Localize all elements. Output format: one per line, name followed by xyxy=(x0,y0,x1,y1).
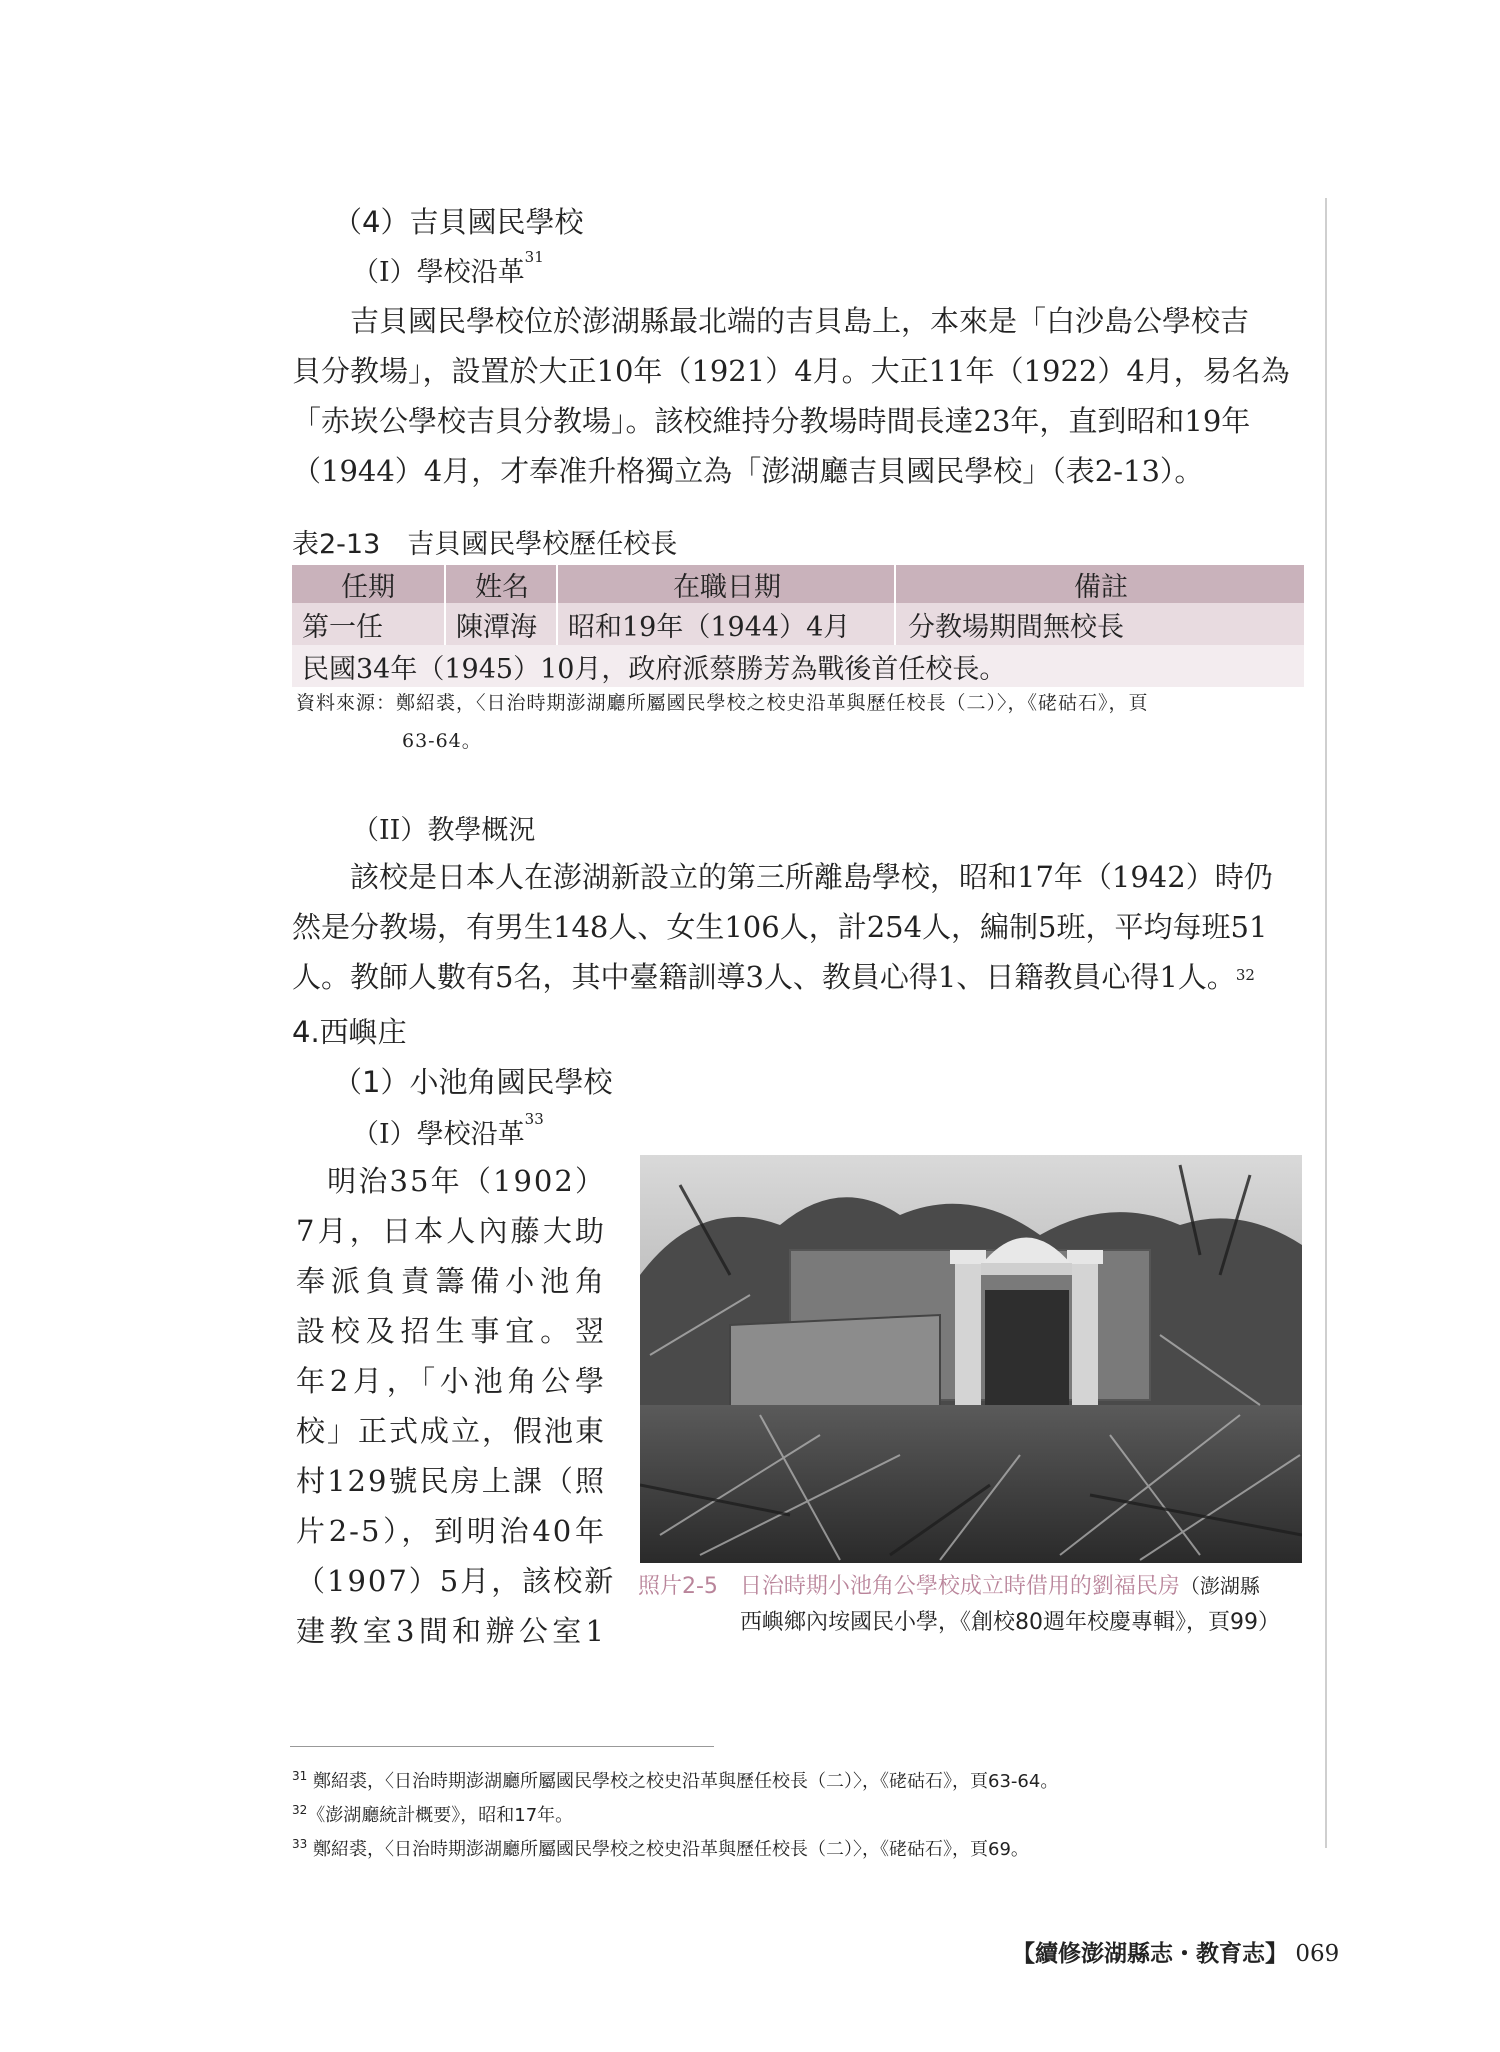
section-heading-xiaochijiao: （1）小池角國民學校 xyxy=(333,1065,613,1099)
text-line: 校」正式成立，假池東 xyxy=(296,1414,607,1448)
footnote-ref-31: 31 xyxy=(524,248,544,266)
principal-table xyxy=(292,565,1304,687)
footnote-text: 鄭紹裘，〈日治時期澎湖廳所屬國民學校之校史沿革與歷任校長（二）〉，《硓𥑮石》，頁69。 xyxy=(313,1839,1029,1860)
table-note-text: 民國34年（1945）10月，政府派蔡勝芳為戰後首任校長。 xyxy=(302,653,1007,685)
text-line: （1944）4月，才奉准升格獨立為「澎湖廳吉貝國民學校」（表2-13）。 xyxy=(292,454,1204,488)
subheading-history-text: （I）學校沿革 xyxy=(352,257,525,288)
photo-caption xyxy=(638,1568,1318,1641)
table-title: 表2-13 吉貝國民學校歷任校長 xyxy=(292,529,678,560)
table-source-line2: 63-64。 xyxy=(402,730,482,752)
subheading-history xyxy=(352,250,544,289)
footnote-number: 31 xyxy=(292,1769,308,1783)
text-line: 片2-5），到明治40年 xyxy=(296,1514,606,1548)
subheading-history-2-text: （I）學校沿革 xyxy=(352,1119,525,1150)
section-heading-jibei: （4）吉貝國民學校 xyxy=(333,205,584,239)
footnote-divider xyxy=(290,1746,714,1747)
text-line: 設校及招生事宜。翌 xyxy=(296,1314,606,1348)
text-line: 「赤崁公學校吉貝分教場」。該校維持分教場時間長達23年，直到昭和19年 xyxy=(292,404,1251,438)
footnote-number: 32 xyxy=(292,1803,308,1817)
paragraph-jibei-history xyxy=(292,296,1312,496)
table-cell-dates: 昭和19年（1944）4月 xyxy=(556,603,894,645)
table-header-name: 姓名 xyxy=(444,565,558,603)
table-cell-notes: 分教場期間無校長 xyxy=(894,603,1304,645)
photo-image xyxy=(640,1155,1302,1563)
subheading-teaching: （II）教學概況 xyxy=(352,815,536,846)
text-line: 7月，日本人內藤大助 xyxy=(296,1214,606,1248)
footnote-33 xyxy=(292,1830,1312,1864)
text-line xyxy=(292,952,1312,1002)
photo-ruined-house xyxy=(640,1155,1302,1563)
table-source xyxy=(296,684,1308,760)
footnote-31 xyxy=(292,1762,1312,1796)
text-line: 然是分教場，有男生148人、女生106人，計254人，編制5班，平均每班51 xyxy=(292,910,1268,944)
text-line: （1907）5月，該校新 xyxy=(296,1564,616,1598)
section-heading-xiyu: 4.西嶼庄 xyxy=(292,1015,407,1049)
text-line: 年2月，「小池角公學 xyxy=(296,1364,606,1398)
text-line: 吉貝國民學校位於澎湖縣最北端的吉貝島上，本來是「白沙島公學校吉 xyxy=(292,304,1250,338)
footnote-text: 鄭紹裘，〈日治時期澎湖廳所屬國民學校之校史沿革與歷任校長（二）〉，《硓𥑮石》，頁63-64。 xyxy=(313,1771,1059,1792)
footnote-ref-32: 32 xyxy=(1235,966,1255,984)
table-header-row xyxy=(292,565,1304,603)
table-header-dates: 在職日期 xyxy=(556,565,896,603)
paragraph-teaching xyxy=(292,852,1312,1002)
table-row xyxy=(292,603,1304,645)
footnote-32 xyxy=(292,1796,1312,1830)
paragraph-xiaochijiao-history xyxy=(296,1156,616,1656)
page-footer xyxy=(1012,1935,1339,1968)
text-line: 奉派負責籌備小池角 xyxy=(296,1264,606,1298)
footnote-ref-33: 33 xyxy=(524,1110,544,1128)
table-cell-name: 陳潭海 xyxy=(444,603,556,645)
book-title: 【續修澎湖縣志・教育志】 xyxy=(1012,1940,1288,1967)
subheading-history-2 xyxy=(352,1112,544,1151)
table-source-line1: 資料來源：鄭紹裘，〈日治時期澎湖廳所屬國民學校之校史沿革與歷任校長（二）〉，《硓𥑮石》，頁 xyxy=(296,692,1149,714)
footnotes xyxy=(292,1762,1312,1864)
photo-caption-label: 照片2-5 日治時期小池角公學校成立時借用的劉福民房 xyxy=(638,1574,1180,1599)
footnote-text: 《澎湖廳統計概要》，昭和17年。 xyxy=(307,1805,574,1826)
text-line: 建教室3間和辦公室1 xyxy=(296,1614,606,1648)
table-note-row xyxy=(292,645,1304,687)
photo-caption-source-b: 西嶼鄉內垵國民小學，《創校80週年校慶專輯》，頁99） xyxy=(740,1610,1280,1635)
table-header-notes: 備註 xyxy=(894,565,1306,603)
photo-caption-source-a: （澎湖縣 xyxy=(1179,1574,1260,1598)
page-margin-rule xyxy=(1325,198,1327,1848)
table-header-term: 任期 xyxy=(341,571,395,603)
footnote-number: 33 xyxy=(292,1837,308,1851)
text-line: 貝分教場」，設置於大正10年（1921）4月。大正11年（1922）4月，易名為 xyxy=(292,354,1290,388)
text-line: 明治35年（1902） xyxy=(296,1164,606,1198)
text-line: 村129號民房上課（照 xyxy=(296,1464,606,1498)
photo-caption-line1 xyxy=(638,1568,1318,1605)
page-number: 069 xyxy=(1295,1941,1340,1967)
table-cell-term: 第一任 xyxy=(302,611,383,643)
text-line: 該校是日本人在澎湖新設立的第三所離島學校，昭和17年（1942）時仍 xyxy=(292,860,1273,894)
text-line-content: 人。教師人數有5名，其中臺籍訓導3人、教員心得1、日籍教員心得1人。 xyxy=(292,960,1236,994)
